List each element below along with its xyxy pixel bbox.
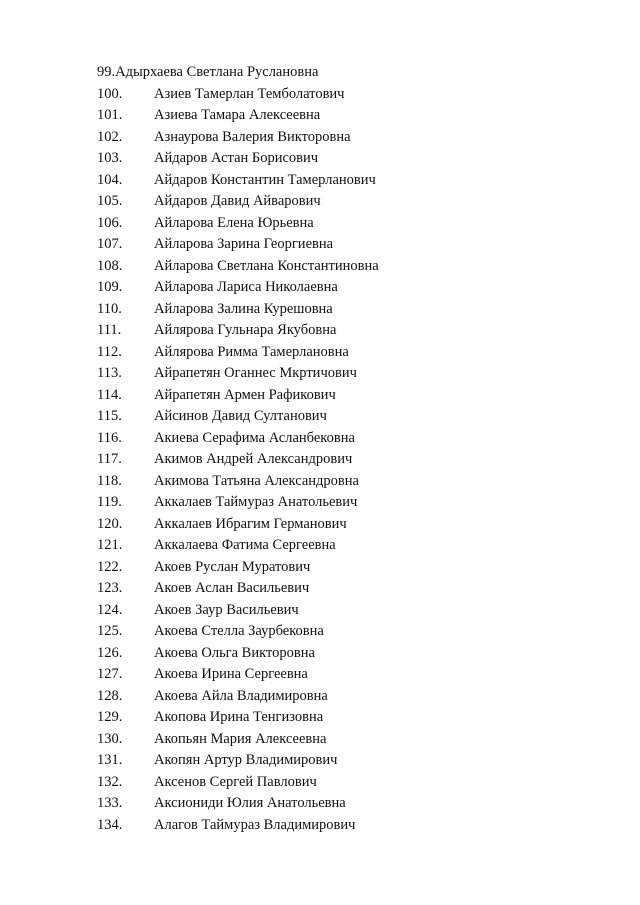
- list-item-name: Аккалаев Таймураз Анатольевич: [154, 494, 358, 510]
- list-item: [97, 385, 597, 407]
- list-item-number: 116.: [97, 429, 122, 446]
- list-item: [97, 406, 597, 428]
- list-item-number: 109.: [97, 279, 123, 295]
- list-item-number: 123.: [97, 580, 123, 596]
- list-item-number: 100.: [97, 85, 123, 102]
- list-item-name: Айсинов Давид Султанович: [154, 408, 327, 424]
- list-item: [97, 729, 597, 751]
- list-item-name: Акоева Ирина Сергеевна: [154, 666, 308, 682]
- list-item-name: Аккалаев Ибрагим Германович: [154, 515, 347, 532]
- list-item-name: Алагов Таймураз Владимирович: [154, 816, 356, 833]
- list-item-name: Айларова Зарина Георгиевна: [154, 236, 334, 252]
- list-item-name: Акоева Айла Владимировна: [154, 687, 328, 704]
- list-item: [97, 170, 597, 192]
- list-item-number: 115.: [97, 408, 122, 424]
- name-list: [97, 62, 597, 836]
- list-item-number: 127.: [97, 666, 123, 682]
- list-item-number: 102.: [97, 128, 123, 145]
- list-item-name: Акиева Серафима Асланбековна: [154, 429, 355, 446]
- list-item: [97, 707, 597, 729]
- list-item-number: 112.: [97, 343, 122, 360]
- list-item-number: 133.: [97, 795, 123, 811]
- list-item-number: 124.: [97, 601, 123, 618]
- list-item-number: 114.: [97, 386, 122, 403]
- list-item-number: 110.: [97, 300, 122, 317]
- list-item-number: 113.: [97, 365, 122, 381]
- list-item: [97, 277, 597, 299]
- list-item-number: 128.: [97, 687, 123, 704]
- list-item-number: 121.: [97, 537, 123, 553]
- list-item-number: 126.: [97, 644, 123, 661]
- list-item-number: 134.: [97, 816, 123, 833]
- list-item-name: Айларова Залина Курешовна: [154, 300, 333, 317]
- list-item-name: Акопян Артур Владимирович: [154, 752, 338, 768]
- list-item: [97, 234, 597, 256]
- list-item: [97, 750, 597, 772]
- list-item-name: Айлярова Гульнара Якубовна: [154, 322, 337, 338]
- list-item-number: 111.: [97, 322, 122, 338]
- list-item-name: Акоева Ольга Викторовна: [154, 644, 315, 661]
- list-item-number: 129.: [97, 709, 123, 725]
- list-item: [97, 363, 597, 385]
- list-item-name: Айларова Елена Юрьевна: [154, 214, 314, 231]
- list-item-name: Айдаров Астан Борисович: [154, 150, 319, 166]
- list-item-name: Акопова Ирина Тенгизовна: [154, 709, 324, 725]
- list-item: [97, 621, 597, 643]
- list-item-name: Айдаров Константин Тамерланович: [154, 171, 376, 188]
- list-item: [97, 428, 597, 450]
- list-item: [97, 191, 597, 213]
- list-item-name: Азнаурова Валерия Викторовна: [154, 128, 351, 145]
- list-item-name: Акопьян Мария Алексеевна: [154, 730, 327, 747]
- list-item-number: 106.: [97, 214, 123, 231]
- list-item-number: 104.: [97, 171, 123, 188]
- list-item: [97, 342, 597, 364]
- list-item: [97, 535, 597, 557]
- list-item-number: 101.: [97, 107, 123, 123]
- list-item: [97, 772, 597, 794]
- list-item-name: Айларова Лариса Николаевна: [154, 279, 338, 295]
- list-item: [97, 471, 597, 493]
- list-item: [97, 127, 597, 149]
- list-item: [97, 664, 597, 686]
- list-item-name: Аксиониди Юлия Анатольевна: [154, 795, 346, 811]
- list-item-number: 103.: [97, 150, 123, 166]
- list-item-name: Акоев Аслан Васильевич: [154, 580, 310, 596]
- list-item-number: 132.: [97, 773, 123, 790]
- list-item-name: Акоев Заур Васильевич: [154, 601, 299, 618]
- list-item-number: 117.: [97, 451, 122, 467]
- list-item: [97, 105, 597, 127]
- list-item-number: 105.: [97, 193, 123, 209]
- list-item-number: 125.: [97, 623, 123, 639]
- list-item-name: Айлярова Римма Тамерлановна: [154, 343, 349, 360]
- list-item-number: 118.: [97, 472, 122, 489]
- list-item: [97, 84, 597, 106]
- list-item-name: Акимова Татьяна Александровна: [154, 472, 359, 489]
- list-item-name: Акоева Стелла Заурбековна: [154, 623, 324, 639]
- list-item: [97, 686, 597, 708]
- list-item: [97, 148, 597, 170]
- list-item-number: 130.: [97, 730, 123, 747]
- list-item: [97, 815, 597, 837]
- list-item: [97, 320, 597, 342]
- list-item-name: Айрапетян Оганнес Мкртичович: [154, 365, 357, 381]
- list-item: [97, 299, 597, 321]
- list-item: [97, 213, 597, 235]
- list-item: [97, 643, 597, 665]
- list-item: [97, 793, 597, 815]
- list-item-name: Аксенов Сергей Павлович: [154, 773, 317, 790]
- list-item-name: Айдаров Давид Айварович: [154, 193, 321, 209]
- list-item-number: 131.: [97, 752, 123, 768]
- list-item-number: 107.: [97, 236, 123, 252]
- list-item: [97, 449, 597, 471]
- list-item-name: Айрапетян Армен Рафикович: [154, 386, 336, 403]
- list-item-number: 119.: [97, 494, 122, 510]
- list-item-name: Акоев Руслан Муратович: [154, 558, 311, 575]
- list-item-name: Акимов Андрей Александрович: [154, 451, 353, 467]
- list-item-first: 99.Адырхаева Светлана Руслановна: [97, 64, 319, 80]
- list-item-number: 108.: [97, 257, 123, 274]
- list-item: [97, 514, 597, 536]
- list-item: [97, 600, 597, 622]
- list-item-name: Азиев Тамерлан Темболатович: [154, 85, 345, 102]
- list-item-name: Аккалаева Фатима Сергеевна: [154, 537, 336, 553]
- list-item: [97, 557, 597, 579]
- list-item-number: 122.: [97, 558, 123, 575]
- list-item-name: Айларова Светлана Константиновна: [154, 257, 379, 274]
- list-item: [97, 256, 597, 278]
- list-item: [97, 492, 597, 514]
- list-item-number: 120.: [97, 515, 123, 532]
- list-item: [97, 578, 597, 600]
- list-item-name: Азиева Тамара Алексеевна: [154, 107, 321, 123]
